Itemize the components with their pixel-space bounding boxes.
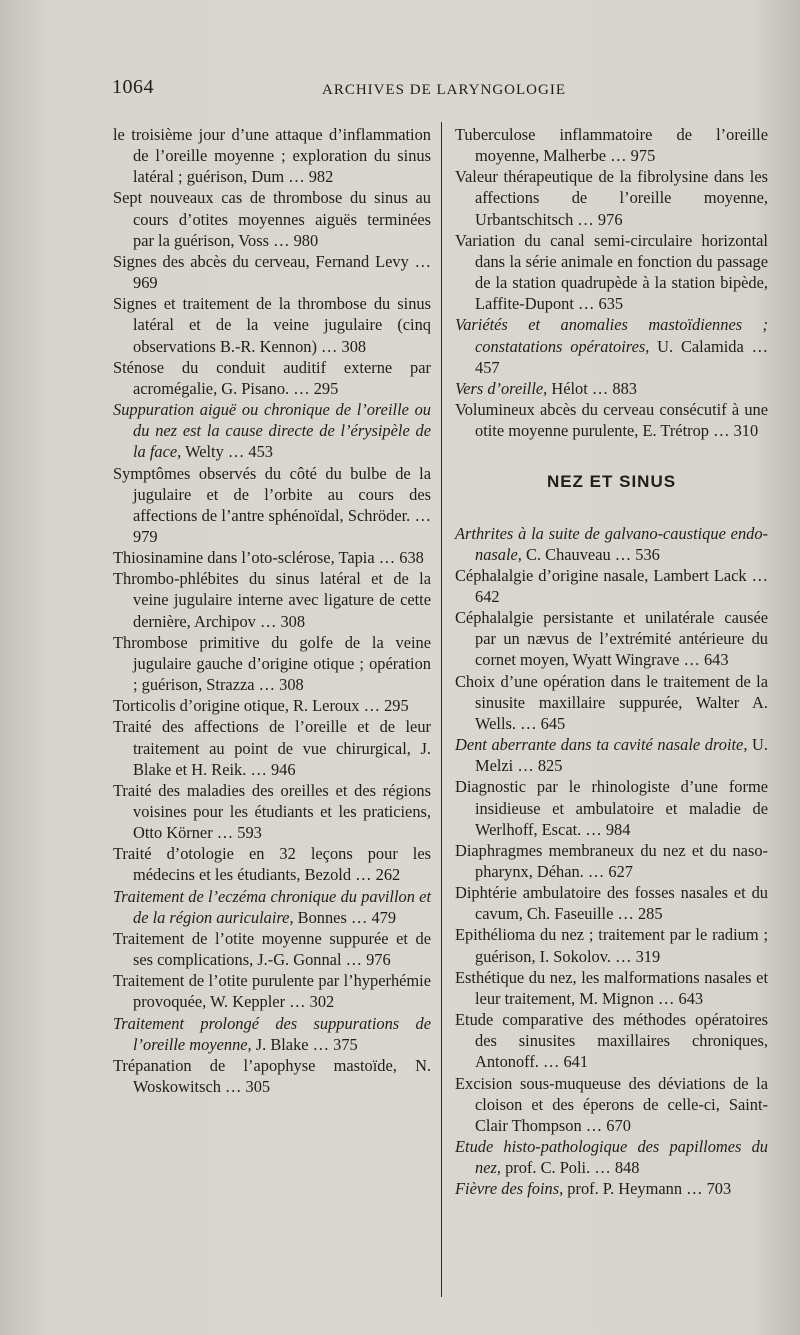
entry-page-ref: 262 (375, 865, 401, 885)
entry-text: Excision sous-muqueuse des déviations de la cloison et des éperons de celle-ci, Saint-Clair Thompson (455, 1073, 768, 1135)
index-entry: Traitement de l’eczéma chronique du pavillon et de la région auriculaire, Bonnes … 479 (113, 886, 431, 927)
entry-text: Diphtérie ambulatoire des fosses nasales et du cavum, Ch. Faseuille (455, 883, 768, 924)
entry-text: Torticolis d’origine otique, R. Leroux (113, 696, 360, 716)
page-header (112, 76, 722, 106)
index-entry: Suppuration aiguë ou chronique de l’oreille ou du nez est la cause directe de l’érysipèle de la face, Welty … 453 (113, 400, 431, 462)
index-entry: Diagnostic par le rhinologiste d’une forme insidieuse et ambulatoire et maladie de Werlhoff, Escat. … 984 (455, 777, 768, 839)
index-entry: Traitement de l’otite purulente par l’hyperhémie provoquée, W. Keppler … 302 (113, 971, 431, 1012)
entry-text: Valeur thérapeutique de la fibrolysine dans les affections de l’oreille moyenne, Urbantschitsch (455, 167, 768, 229)
entry-italic-title: Fièvre des foins, (455, 1179, 564, 1199)
index-entry: Symptômes observés du côté du bulbe de la jugulaire et de l’orbite au cours des affections de l’antre sphénoïdal, Schröder. … 979 (113, 463, 431, 546)
index-entry: Etude comparative des méthodes opératoires des sinusites maxillaires chroniques, Antonoff. … 641 (455, 1010, 768, 1072)
index-entry: Trépanation de l’apophyse mastoïde, N. Woskowitsch … 305 (113, 1055, 431, 1097)
entry-page-ref: 638 (399, 548, 424, 568)
entry-italic-title: Etude histo-pathologique des papillomes du nez, (455, 1137, 768, 1178)
index-entry: Fièvre des foins, prof. P. Heymann … 703 (455, 1179, 732, 1199)
index-entry: Céphalalgie persistante et unilatérale causée par un nævus de l’extrémité antérieure du cornet moyen, Wyatt Wingrave … 643 (455, 608, 768, 670)
entry-text: Symptômes observés du côté du bulbe de la jugulaire et de l’orbite au cours des affections de l’antre sphénoïdal, Schröder. (113, 463, 431, 525)
index-entry: Traité d’otologie en 32 leçons pour les médecins et les étudiants, Bezold … 262 (113, 844, 431, 885)
entry-page-ref: 305 (245, 1077, 271, 1097)
entry-page-ref: 984 (605, 819, 631, 839)
left-column (113, 124, 431, 1097)
entry-text: Hélot (551, 378, 588, 398)
entry-page-ref: 645 (540, 713, 566, 733)
index-entry: Thiosinamine dans l’oto-sclérose, Tapia … 638 (113, 548, 424, 568)
entry-text: J. Blake (255, 1034, 309, 1054)
entry-page-ref: 308 (279, 675, 304, 695)
page-number: 1064 (112, 76, 154, 98)
index-entry: Traitement prolongé des suppurations de l’oreille moyenne, J. Blake … 375 (113, 1013, 431, 1054)
entry-page-ref: 980 (293, 230, 319, 250)
entry-page-ref: 946 (270, 759, 296, 779)
entry-page-ref: 703 (706, 1179, 732, 1199)
entry-text: Diaphragmes membraneux du nez et du naso-pharynx, Déhan. (455, 840, 768, 881)
entry-page-ref: 536 (635, 544, 660, 564)
index-entry: Céphalalgie d’origine nasale, Lambert Lack … 642 (455, 565, 768, 606)
index-entry: Sept nouveaux cas de thrombose du sinus au cours d’otites moyennes aiguës terminées par la guérison, Voss … 980 (113, 188, 431, 250)
entry-text: Diagnostic par le rhinologiste d’une forme insidieuse et ambulatoire et maladie de Werlhoff, Escat. (455, 777, 768, 839)
entry-page-ref: 375 (333, 1034, 358, 1054)
index-entry: Vers d’oreille, Hélot … 883 (455, 378, 637, 398)
entry-page-ref: 976 (366, 950, 391, 970)
entry-text: Traité des maladies des oreilles et des régions voisines pour les étudiants et les praticiens, Otto Körner (113, 780, 431, 843)
entry-text: Céphalalgie persistante et unilatérale causée par un nævus de l’extrémité antérieure du cornet moyen, Wyatt Wingrave (455, 608, 768, 670)
entry-page-ref: 825 (537, 756, 563, 776)
right-column-entries-ear (455, 124, 768, 441)
entry-italic-title: Dent aberrante dans ta cavité nasale droite, (455, 735, 748, 755)
entry-page-ref: 635 (598, 294, 624, 314)
entry-text: Sténose du conduit auditif externe par acromégalie, G. Pisano. (113, 357, 431, 398)
entry-text: Signes et traitement de la thrombose du sinus latéral et de la veine jugulaire (cinq observations B.-R. Kennon) (113, 294, 431, 356)
entry-text: U. Calamida (657, 336, 744, 356)
entry-page-ref: 643 (678, 988, 704, 1008)
index-entry: Tuberculose inflammatoire de l’oreille moyenne, Malherbe … 975 (455, 125, 768, 166)
entry-text: Esthétique du nez, les malformations nasales et leur traitement, M. Mignon (455, 967, 768, 1008)
entry-text: Etude comparative des méthodes opératoires des sinusites maxillaires chroniques, Antonoff. (455, 1010, 768, 1072)
entry-page-ref: 302 (309, 992, 335, 1012)
entry-page-ref: 285 (637, 904, 663, 924)
index-entry: Epithélioma du nez ; traitement par le radium ; guérison, I. Sokolov. … 319 (455, 925, 768, 966)
entry-text: prof. C. Poli. (505, 1158, 591, 1178)
entry-text: Traitement de l’otite moyenne suppurée et de ses complications, J.-G. Gonnal (113, 928, 431, 970)
entry-page-ref: 453 (248, 442, 273, 462)
entry-italic-title: Suppuration aiguë ou chronique de l’oreille ou du nez est la cause directe de l’érysipèle de la face, (113, 400, 431, 462)
entry-page-ref: 627 (608, 862, 633, 881)
entry-text: Thiosinamine dans l’oto-sclérose, Tapia (113, 548, 375, 568)
entry-page-ref: 308 (341, 336, 367, 356)
entry-text: Traitement de l’otite purulente par l’hyperhémie provoquée, W. Keppler (113, 971, 431, 1012)
entry-page-ref: 976 (597, 209, 623, 229)
entry-page-ref: 848 (614, 1158, 640, 1178)
entry-text: Welty (185, 442, 224, 462)
entry-italic-title: Variétés et anomalies mastoïdiennes ; constatations opératoires, (455, 315, 768, 356)
entry-page-ref: 308 (280, 611, 306, 631)
entry-text: Céphalalgie d’origine nasale, Lambert Lack (455, 565, 747, 585)
entry-page-ref: 969 (133, 273, 158, 293)
entry-italic-title: Vers d’oreille, (455, 378, 548, 398)
entry-text: Sept nouveaux cas de thrombose du sinus au cours d’otites moyennes aiguës terminées par la guérison, Voss (113, 188, 431, 250)
index-entry: Volumineux abcès du cerveau consécutif à une otite moyenne purulente, E. Trétrop … 310 (455, 400, 768, 441)
index-entry: Thrombo-phlébites du sinus latéral et de la veine jugulaire interne avec ligature de cette dernière, Archipov … 308 (113, 569, 431, 631)
entry-text: le troisième jour d’une attaque d’inflammation de l’oreille moyenne ; exploration du sinus latéral ; guérison, Dum (113, 125, 431, 187)
entry-page-ref: 310 (733, 421, 759, 441)
entry-text: Traité des affections de l’oreille et de leur traitement au point de vue chirurgical, J. Blake et H. Reik. (113, 717, 431, 779)
index-entry: Variation du canal semi-circulaire horizontal dans la série animale en fonction du passage de la station quadrupède à la station bipède, Laffite-Dupont … 635 (455, 230, 768, 314)
index-entry: le troisième jour d’une attaque d’inflammation de l’oreille moyenne ; exploration du sinus latéral ; guérison, Dum … 982 (113, 125, 431, 187)
index-entry: Dent aberrante dans ta cavité nasale droite, U. Melzi … 825 (455, 735, 768, 776)
index-entry: Excision sous-muqueuse des déviations de la cloison et des éperons de celle-ci, Saint-Clair Thompson … 670 (455, 1073, 768, 1135)
entry-page-ref: 975 (630, 146, 656, 166)
entry-page-ref: 479 (371, 907, 397, 927)
index-entry: Arthrites à la suite de galvano-caustique endo-nasale, C. Chauveau … 536 (455, 523, 768, 564)
entry-italic-title: Traitement de l’eczéma chronique du pavillon et de la région auriculaire, (113, 886, 431, 927)
entry-page-ref: 643 (703, 650, 729, 670)
entry-text: Tuberculose inflammatoire de l’oreille moyenne, Malherbe (455, 125, 768, 166)
index-entry: Esthétique du nez, les malformations nasales et leur traitement, M. Mignon … 643 (455, 967, 768, 1008)
index-entry: Traitement de l’otite moyenne suppurée et de ses complications, J.-G. Gonnal … 976 (113, 928, 431, 970)
running-title: ARCHIVES DE LARYNGOLOGIE (322, 82, 566, 98)
entry-italic-title: Arthrites à la suite de galvano-caustique endo-nasale, (455, 523, 768, 564)
entry-page-ref: 670 (606, 1115, 631, 1135)
index-entry: Etude histo-pathologique des papillomes du nez, prof. C. Poli. … 848 (455, 1137, 768, 1178)
entry-page-ref: 319 (635, 946, 661, 966)
entry-text: Volumineux abcès du cerveau consécutif à une otite moyenne purulente, E. Trétrop (455, 400, 768, 441)
entry-page-ref: 295 (384, 696, 409, 716)
entry-text: U. Melzi (475, 735, 768, 776)
entry-text: Choix d’une opération dans le traitement de la sinusite maxillaire suppurée, Walter A. Wells. (455, 671, 768, 733)
index-entry: Variétés et anomalies mastoïdiennes ; constatations opératoires, U. Calamida … 457 (455, 315, 768, 377)
entry-text: Thrombo-phlébites du sinus latéral et de la veine jugulaire interne avec ligature de cette dernière, Archipov (113, 569, 431, 631)
entry-page-ref: 457 (475, 357, 500, 377)
index-entry: Traité des maladies des oreilles et des régions voisines pour les étudiants et les praticiens, Otto Körner … 593 (113, 780, 431, 843)
entry-text: Thrombose primitive du golfe de la veine jugulaire gauche d’origine otique ; opération ; guérison, Strazza (113, 632, 431, 695)
entry-text: prof. P. Heymann (567, 1179, 683, 1199)
index-entry: Sténose du conduit auditif externe par acromégalie, G. Pisano. … 295 (113, 357, 431, 398)
index-entry: Signes et traitement de la thrombose du sinus latéral et de la veine jugulaire (cinq observations B.-R. Kennon) … 308 (113, 294, 431, 356)
index-entry: Diaphragmes membraneux du nez et du naso-pharynx, Déhan. … 627 (455, 840, 768, 881)
entry-text: Variation du canal semi-circulaire horizontal dans la série animale en fonction du passage de la station quadrupède à la station bipède, Laffite-Dupont (455, 230, 768, 314)
section-title: NEZ ET SINUS (546, 472, 677, 492)
entry-page-ref: 641 (563, 1052, 589, 1072)
index-entry: Valeur thérapeutique de la fibrolysine dans les affections de l’oreille moyenne, Urbantschitsch … 976 (455, 167, 768, 229)
entry-text: Epithélioma du nez ; traitement par le radium ; guérison, I. Sokolov. (455, 925, 768, 966)
entry-text: C. Chauveau (526, 544, 611, 564)
entry-text: Bonnes (297, 907, 347, 927)
entry-page-ref: 982 (308, 167, 334, 187)
entry-page-ref: 883 (612, 378, 637, 398)
entry-text: Traité d’otologie en 32 leçons pour les médecins et les étudiants, Bezold (113, 844, 431, 885)
right-column (455, 124, 768, 1200)
entry-page-ref: 979 (133, 526, 158, 546)
entry-text: Signes des abcès du cerveau, Fernand Levy (113, 251, 409, 271)
index-entry: Signes des abcès du cerveau, Fernand Levy … 969 (113, 251, 431, 293)
index-entry: Traité des affections de l’oreille et de leur traitement au point de vue chirurgical, J. Blake et H. Reik. … 946 (113, 717, 431, 779)
entry-text: Trépanation de l’apophyse mastoïde, N. Woskowitsch (113, 1055, 431, 1097)
entry-page-ref: 295 (313, 378, 339, 398)
entry-page-ref: 593 (237, 823, 262, 843)
index-entry: Choix d’une opération dans le traitement de la sinusite maxillaire suppurée, Walter A. Wells. … 645 (455, 671, 768, 733)
index-entry: Thrombose primitive du golfe de la veine jugulaire gauche d’origine otique ; opération ; guérison, Strazza … 308 (113, 632, 431, 695)
index-entry: Diphtérie ambulatoire des fosses nasales et du cavum, Ch. Faseuille … 285 (455, 883, 768, 924)
entry-italic-title: Traitement prolongé des suppurations de l’oreille moyenne, (113, 1013, 431, 1054)
column-divider (441, 122, 442, 1297)
entry-page-ref: 642 (475, 586, 500, 606)
index-entry: Torticolis d’origine otique, R. Leroux … 295 (113, 696, 409, 716)
right-column-entries-nose (455, 523, 768, 1200)
